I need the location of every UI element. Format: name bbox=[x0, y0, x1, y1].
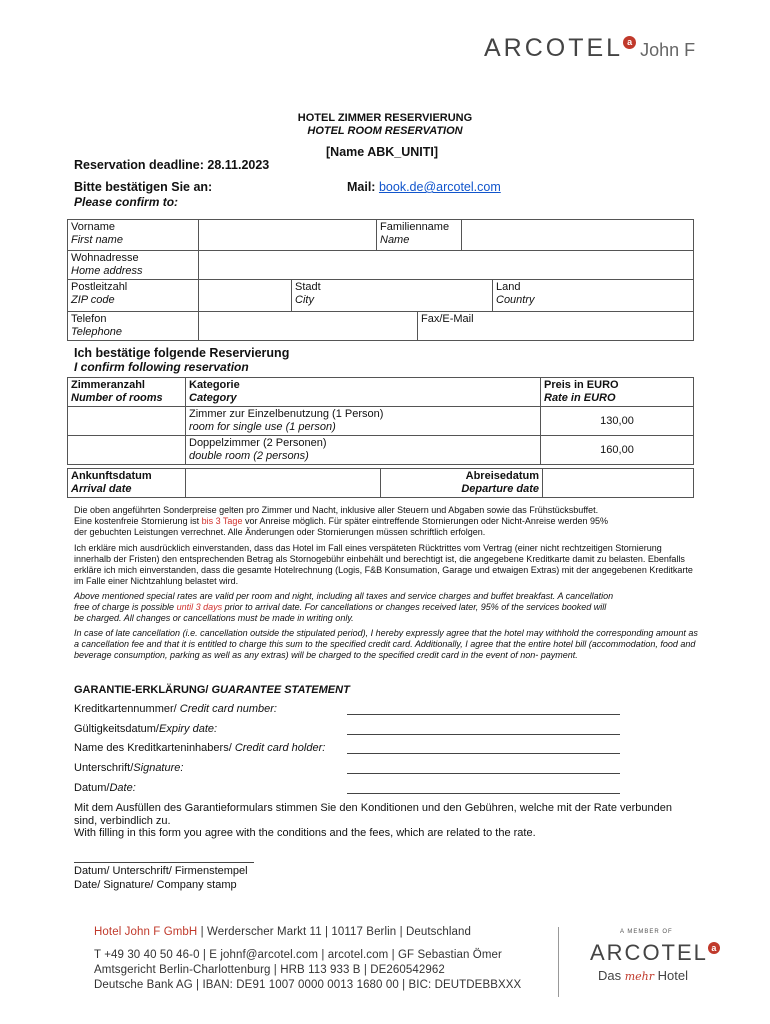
confirm-label-de: Bitte bestätigen Sie an: bbox=[74, 180, 213, 194]
footer-bank: Deutsche Bank AG | IBAN: DE91 1007 0000 0013 1680 00 | BIC: DEUTDEBBXXX bbox=[94, 979, 522, 991]
footer-company: Hotel John F GmbH bbox=[94, 926, 198, 938]
expiry-date-label: Gültigkeitsdatum/Expiry date: bbox=[74, 723, 218, 735]
mail-line bbox=[347, 180, 501, 194]
home-address-field[interactable] bbox=[199, 251, 694, 280]
reservation-heading-en: I confirm following reservation bbox=[74, 360, 249, 374]
price-header: Preis in EURO Rate in EURO bbox=[541, 378, 694, 407]
address-table bbox=[67, 250, 694, 280]
company-signature-label-de: Datum/ Unterschrift/ Firmenstempel bbox=[74, 865, 248, 877]
first-name-field[interactable] bbox=[199, 220, 377, 251]
arrival-field[interactable] bbox=[186, 469, 381, 498]
card-number-line[interactable] bbox=[347, 714, 620, 715]
footer-arcotel-logo bbox=[590, 940, 720, 966]
terms-en-1: Above mentioned special rates are valid per room and night, including all taxes and service charges and buffet breakfast. A cancellation free of charge is possible until 3 days prior to arrival date. For cancellations or changes received later, 95% of the services booked will be charged. All changes or cancellations must be made in writing only. bbox=[74, 591, 614, 623]
signature-label: Unterschrift/Signature: bbox=[74, 762, 184, 774]
footer-tagline: Das mehr Hotel bbox=[598, 968, 688, 983]
category-double: Doppelzimmer (2 Personen) double room (2 persons) bbox=[186, 436, 541, 465]
card-holder-label: Name des Kreditkarteninhabers/ Credit card holder: bbox=[74, 742, 326, 754]
zip-field[interactable] bbox=[199, 280, 292, 312]
reservation-heading-de: Ich bestätige folgende Reservierung bbox=[74, 346, 290, 360]
departure-label: Abreisedatum Departure date bbox=[381, 469, 543, 498]
city-label: Stadt bbox=[295, 281, 321, 293]
dates-table bbox=[67, 468, 694, 498]
agreement-text-de: Mit dem Ausfüllen des Garantieformulars stimmen Sie den Konditionen und den Gebühren, welche mit der Rate verbunden sind, verbindlich zu. bbox=[74, 802, 673, 827]
terms-de-1: Die oben angeführten Sonderpreise gelten pro Zimmer und Nacht, inklusive aller Steuern und Abgaben sowie das Frühstücksbuffet. Eine kostenfreie Stornierung ist bis 3 Tage vor Anreise möglich. Für später eintreffende Stornierungen oder Nicht-Anreise werden 95% der gebuchten Leistungen verrechnet. Alle Änderungen oder Stornierungen müssen schriftlich erfolgen. bbox=[74, 505, 608, 537]
agreement-text-en: With filling in this form you agree with the conditions and the fees, which are related to the rate. bbox=[74, 827, 536, 839]
title-german: HOTEL ZIMMER RESERVIERUNG bbox=[297, 112, 473, 124]
fax-email-label: Fax/E-Mail bbox=[421, 313, 474, 325]
member-of-label: A MEMBER OF bbox=[620, 929, 673, 935]
zip-label: Postleitzahl ZIP code bbox=[68, 280, 199, 312]
city-cell[interactable]: Stadt City bbox=[292, 280, 493, 312]
price-single: 130,00 bbox=[541, 407, 694, 436]
rooms-single-field[interactable] bbox=[68, 407, 186, 436]
country-cell[interactable]: Land Country bbox=[493, 280, 694, 312]
table-row bbox=[68, 436, 694, 465]
table-row bbox=[68, 407, 694, 436]
phone-table bbox=[67, 311, 694, 341]
price-double: 160,00 bbox=[541, 436, 694, 465]
footer-logo-wordmark: ARCOTEL bbox=[590, 940, 708, 965]
category-header: Kategorie Category bbox=[186, 378, 541, 407]
date-label: Datum/Date: bbox=[74, 782, 136, 794]
mail-link[interactable]: book.de@arcotel.com bbox=[378, 180, 501, 194]
rooms-double-field[interactable] bbox=[68, 436, 186, 465]
first-name-label: Vorname First name bbox=[68, 220, 199, 251]
footer-divider bbox=[558, 927, 559, 997]
phone-label: Telefon Telephone bbox=[68, 312, 199, 341]
signature-line[interactable] bbox=[347, 773, 620, 774]
cancellation-days-en: until 3 days bbox=[176, 602, 223, 612]
departure-field[interactable] bbox=[543, 469, 694, 498]
category-single: Zimmer zur Einzelbenutzung (1 Person) room for single use (1 person) bbox=[186, 407, 541, 436]
card-holder-line[interactable] bbox=[347, 753, 620, 754]
rooms-header: Zimmeranzahl Number of rooms bbox=[68, 378, 186, 407]
phone-field[interactable] bbox=[199, 312, 418, 341]
country-label: Land bbox=[496, 281, 521, 293]
zip-city-table bbox=[67, 279, 694, 312]
footer-logo-ring-icon: a bbox=[708, 942, 720, 954]
terms-en-2: In case of late cancellation (i.e. cancellation outside the stipulated period), I hereby expressly agree that the hotel may withhold the corresponding amount as a cancellation fee and that it is entitled to charge this sum to the specified credit card. Additionally, I agree that the entire hotel bill (accommodation, food and beverage consumption, parking as well as any extras) will be charged to the specified credit card in the event of non- payment. bbox=[74, 628, 698, 660]
card-number-label: Kreditkartennummer/ Credit card number: bbox=[74, 703, 277, 715]
footer-company-line: Hotel John F GmbH | Werderscher Markt 11 | 10117 Berlin | Deutschland bbox=[94, 926, 472, 938]
mail-label: Mail: bbox=[347, 180, 376, 194]
home-address-label: Wohnadresse Home address bbox=[68, 251, 199, 280]
fax-email-cell[interactable] bbox=[418, 312, 694, 341]
guest-info-table bbox=[67, 219, 694, 251]
logo-wordmark: ARCOTEL bbox=[484, 34, 624, 62]
arcotel-logo bbox=[484, 34, 695, 63]
logo-hotel-name: John F bbox=[640, 40, 696, 60]
last-name-field[interactable] bbox=[462, 220, 694, 251]
company-signature-label-en: Date/ Signature/ Company stamp bbox=[74, 879, 237, 891]
guarantee-heading: GARANTIE-ERKLÄRUNG/ GUARANTEE STATEMENT bbox=[74, 684, 350, 696]
terms-de-2: Ich erkläre mich ausdrücklich einverstanden, dass das Hotel im Fall eines verspäteten Rücktrittes vom Vertrag (einer nicht rechtzeitigen Stornierung innerhalb der Fristen) den entsprechenden Betrag als Stornogebühr einbehält und berechtigt ist, die angegebene Kreditkarte damit zu belasten. Ebenfalls erkläre ich mich einverstanden, dass die gesamte Hotelrechnung (Logis, F&B Konsumation, Garage und etwaigen Extras) mit der angegebenen Kreditkarte im Falle einer Nichtzahlung belastet wird. bbox=[74, 543, 693, 586]
expiry-date-line[interactable] bbox=[347, 734, 620, 735]
arrival-label: Ankunftsdatum Arrival date bbox=[68, 469, 186, 498]
cancellation-days-de: bis 3 Tage bbox=[201, 516, 243, 526]
footer-register: Amtsgericht Berlin-Charlottenburg | HRB 113 933 B | DE260542962 bbox=[94, 964, 445, 976]
company-signature-line[interactable] bbox=[74, 862, 254, 863]
room-table bbox=[67, 377, 694, 465]
date-line[interactable] bbox=[347, 793, 620, 794]
last-name-label: Familienname Name bbox=[377, 220, 462, 251]
confirm-label-en: Please confirm to: bbox=[74, 195, 179, 209]
title-english: HOTEL ROOM RESERVATION bbox=[307, 125, 463, 137]
reservation-deadline: Reservation deadline: 28.11.2023 bbox=[74, 158, 270, 172]
footer-contact: T +49 30 40 50 46-0 | E johnf@arcotel.com | arcotel.com | GF Sebastian Ömer bbox=[94, 949, 502, 961]
logo-ring-icon: a bbox=[623, 36, 636, 49]
group-name-tag: [Name ABK_UNITI] bbox=[326, 145, 439, 159]
